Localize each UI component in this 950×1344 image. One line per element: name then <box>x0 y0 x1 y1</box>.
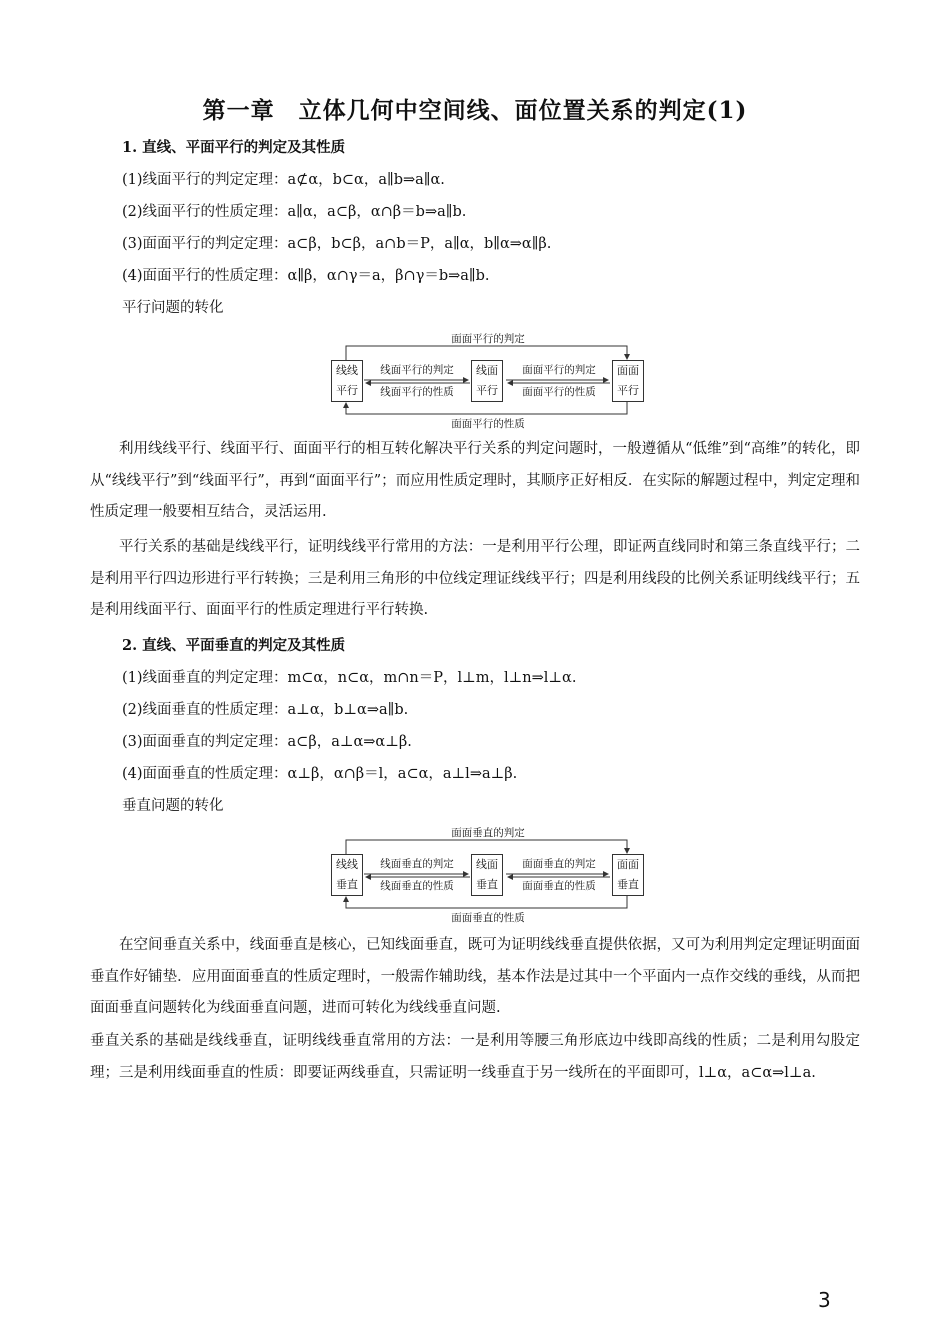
box-line-line <box>331 360 363 402</box>
arrow-label: 面面垂直的判定 <box>522 858 596 870</box>
box-text: 面面 <box>617 364 639 377</box>
box-line-plane <box>471 854 503 896</box>
perpendicular-transform-diagram <box>330 822 646 922</box>
diagram-top-label: 面面平行的判定 <box>451 333 525 345</box>
arrow-label: 面面平行的性质 <box>522 386 596 398</box>
box-text: 平行 <box>617 384 639 397</box>
diagram-bottom-label: 面面平行的性质 <box>451 418 525 430</box>
box-line-plane <box>471 360 503 402</box>
diagram-top-label: 面面垂直的判定 <box>451 827 525 839</box>
arrow-label: 线面垂直的性质 <box>380 880 454 892</box>
box-text: 线面 <box>476 858 498 871</box>
theorem-line: (2)线面平行的性质定理：a∥α，a⊂β，α∩β＝b⇒a∥b. <box>122 204 467 220</box>
box-text: 平行 <box>336 384 358 397</box>
box-text: 垂直 <box>617 878 639 891</box>
paragraph: 垂直关系的基础是线线垂直，证明线线垂直常用的方法：一是利用等腰三角形底边中线即高线的性质；二是利用勾股定理；三是利用线面垂直的性质：即要证两线垂直，只需证明一线垂直于另一线所在的平面即可，l⊥α，a⊂α⇒l⊥a. <box>90 1033 860 1081</box>
arrow-label: 面面垂直的性质 <box>522 880 596 892</box>
theorem-line: (4)面面平行的性质定理：α∥β，α∩γ＝a，β∩γ＝b⇒a∥b. <box>122 268 490 284</box>
section1-heading: 1. 直线、平面平行的判定及其性质 <box>122 139 346 156</box>
box-plane-plane <box>612 360 644 402</box>
box-text: 垂直 <box>336 878 358 891</box>
theorem-line: (2)线面垂直的性质定理：a⊥α，b⊥α⇒a∥b. <box>122 702 409 718</box>
box-plane-plane <box>612 854 644 896</box>
box-text: 线线 <box>336 858 358 871</box>
arrow-label: 线面平行的性质 <box>380 386 454 398</box>
paragraph: 平行关系的基础是线线平行，证明线线平行常用的方法：一是利用平行公理，即证两直线同时和第三条直线平行；二是利用平行四边形进行平行转换；三是利用三角形的中位线定理证线线平行；四是利用线段的比例关系证明线线平行；五是利用线面平行、面面平行的性质定理进行平行转换. <box>90 539 860 618</box>
transform-label: 平行问题的转化 <box>122 300 224 316</box>
theorem-line: (1)线面垂直的判定定理：m⊂α，n⊂α，m∩n＝P，l⊥m，l⊥n⇒l⊥α. <box>122 670 577 686</box>
box-text: 面面 <box>617 858 639 871</box>
transform-label: 垂直问题的转化 <box>122 798 224 814</box>
box-text: 平行 <box>476 384 498 397</box>
theorem-line: (3)面面垂直的判定定理：a⊂β，a⊥α⇒α⊥β. <box>122 734 412 750</box>
chapter-title: 第一章 立体几何中空间线、面位置关系的判定(1) <box>202 97 748 124</box>
theorem-line: (4)面面垂直的性质定理：α⊥β，α∩β＝l，a⊂α，a⊥l⇒a⊥β. <box>122 766 518 782</box>
section2-heading: 2. 直线、平面垂直的判定及其性质 <box>122 637 346 654</box>
box-line-line <box>331 854 363 896</box>
paragraph: 在空间垂直关系中，线面垂直是核心，已知线面垂直，既可为证明线线垂直提供依据，又可为利用判定定理证明面面垂直作好铺垫．应用面面垂直的性质定理时，一般需作辅助线，基本作法是过其中一个平面内一点作交线的垂线，从而把面面垂直问题转化为线面垂直问题，进而可转化为线线垂直问题. <box>90 937 860 1016</box>
box-text: 垂直 <box>476 878 498 891</box>
parallel-transform-diagram <box>330 328 646 428</box>
page-number: 3 <box>818 1288 831 1312</box>
box-text: 线面 <box>476 364 498 377</box>
paragraph: 利用线线平行、线面平行、面面平行的相互转化解决平行关系的判定问题时，一般遵循从“低维”到“高维”的转化，即从“线线平行”到“线面平行”，再到“面面平行”；而应用性质定理时，其顺序正好相反．在实际的解题过程中，判定定理和性质定理一般要相互结合，灵活运用. <box>90 441 860 520</box>
theorem-line: (1)线面平行的判定定理：a⊄α，b⊂α，a∥b⇒a∥α. <box>122 172 445 188</box>
diagram-bottom-label: 面面垂直的性质 <box>451 912 525 924</box>
arrow-label: 线面垂直的判定 <box>380 858 454 870</box>
arrow-label: 面面平行的判定 <box>522 364 596 376</box>
theorem-line: (3)面面平行的判定定理：a⊂β，b⊂β，a∩b＝P，a∥α，b∥α⇒α∥β. <box>122 236 552 252</box>
box-text: 线线 <box>336 364 358 377</box>
arrow-label: 线面平行的判定 <box>380 364 454 376</box>
